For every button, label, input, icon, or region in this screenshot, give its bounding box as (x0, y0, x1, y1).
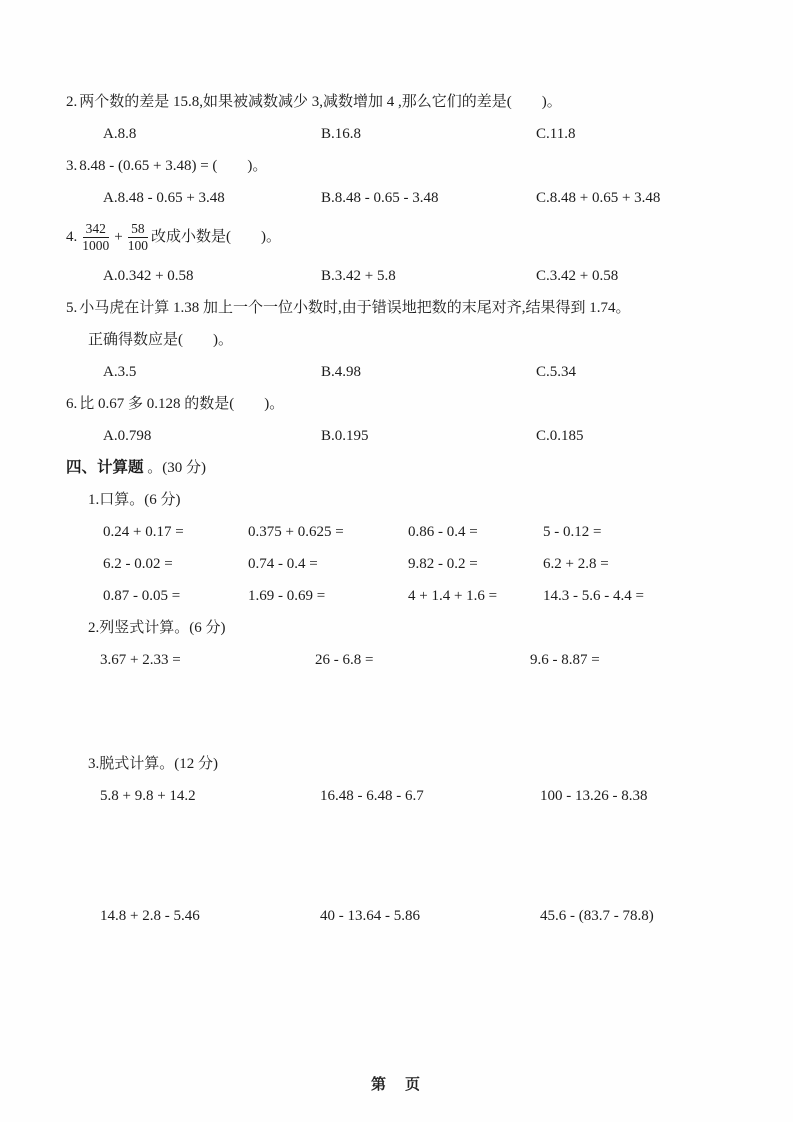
question-4-text: 改成小数是( )。 (150, 229, 281, 245)
question-3-text: 8.48 - (0.65 + 3.48) = ( )。 (79, 158, 268, 174)
stepwise-calc-row-2 (66, 900, 745, 932)
oral-item: 5 - 0.12 = (543, 524, 602, 540)
question-6 (66, 388, 745, 420)
oral-calc-title-text: 1.口算。(6 分) (88, 492, 181, 508)
question-4-option-b: B.3.42 + 5.8 (321, 268, 396, 284)
question-6-options (66, 420, 745, 452)
vertical-calc-title (66, 612, 745, 644)
question-6-option-c: C.0.185 (536, 428, 584, 444)
question-4-option-a: A.0.342 + 0.58 (103, 268, 194, 284)
question-5-text: 小马虎在计算 1.38 加上一个一位小数时,由于错误地把数的末尾对齐,结果得到 1.74。 (79, 300, 631, 316)
vertical-item: 9.6 - 8.87 = (530, 652, 600, 668)
oral-calc-row-2 (66, 548, 745, 580)
stepwise-calc-title-text: 3.脱式计算。(12 分) (88, 756, 218, 772)
question-5-options (66, 356, 745, 388)
question-2-option-c: C.11.8 (536, 126, 576, 142)
question-5-text-line2 (66, 324, 745, 356)
section-four-title (66, 452, 745, 484)
question-2-number: 2. (66, 94, 78, 110)
question-2-option-b: B.16.8 (321, 126, 362, 142)
question-2 (66, 86, 745, 118)
question-6-number: 6. (66, 396, 78, 412)
question-3-option-b: B.8.48 - 0.65 - 3.48 (321, 190, 439, 206)
question-2-option-a: A.8.8 (103, 126, 137, 142)
question-5-number: 5. (66, 300, 78, 316)
question-6-text: 比 0.67 多 0.128 的数是( )。 (79, 396, 285, 412)
vertical-item: 3.67 + 2.33 = (100, 652, 181, 668)
question-5-option-c: C.5.34 (536, 364, 577, 380)
working-space (66, 812, 745, 900)
plus-operator: + (114, 229, 123, 245)
stepwise-calc-row-1 (66, 780, 745, 812)
question-5-option-b: B.4.98 (321, 364, 362, 380)
working-space (66, 676, 745, 748)
oral-item: 0.87 - 0.05 = (103, 588, 181, 604)
oral-item: 0.375 + 0.625 = (248, 524, 344, 540)
question-4-options (66, 260, 745, 292)
fraction-342-1000 (82, 221, 109, 252)
question-2-text: 两个数的差是 15.8,如果被减数减少 3,减数增加 4 ,那么它们的差是( )。 (79, 94, 562, 110)
fraction-numerator: 342 (83, 221, 109, 237)
question-6-option-b: B.0.195 (321, 428, 369, 444)
oral-item: 0.74 - 0.4 = (248, 556, 318, 572)
oral-item: 0.86 - 0.4 = (408, 524, 478, 540)
question-4-number: 4. (66, 229, 78, 245)
question-5 (66, 292, 745, 324)
question-2-options (66, 118, 745, 150)
stepwise-calc-title (66, 748, 745, 780)
vertical-calc-row (66, 644, 745, 676)
stepwise-item: 5.8 + 9.8 + 14.2 (100, 788, 196, 804)
oral-calc-row-1 (66, 516, 745, 548)
stepwise-item: 100 - 13.26 - 8.38 (540, 788, 648, 804)
oral-item: 0.24 + 0.17 = (103, 524, 184, 540)
vertical-calc-title-text: 2.列竖式计算。(6 分) (88, 620, 226, 636)
oral-item: 6.2 + 2.8 = (543, 556, 609, 572)
question-3-option-c: C.8.48 + 0.65 + 3.48 (536, 190, 661, 206)
fraction-58-100 (128, 221, 148, 252)
oral-item: 4 + 1.4 + 1.6 = (408, 588, 498, 604)
oral-item: 14.3 - 5.6 - 4.4 = (543, 588, 644, 604)
page-footer (0, 1073, 793, 1094)
question-3-number: 3. (66, 158, 78, 174)
section-four-title-bold: 四、计算题 (66, 459, 144, 476)
oral-item: 6.2 - 0.02 = (103, 556, 173, 572)
page-footer-text: 第 页 (370, 1076, 422, 1093)
question-3 (66, 150, 745, 182)
stepwise-item: 16.48 - 6.48 - 6.7 (320, 788, 424, 804)
question-5-text2: 正确得数应是( )。 (88, 332, 233, 348)
oral-calc-title (66, 484, 745, 516)
question-4-option-c: C.3.42 + 0.58 (536, 268, 619, 284)
vertical-item: 26 - 6.8 = (315, 652, 374, 668)
stepwise-item: 14.8 + 2.8 - 5.46 (100, 908, 200, 924)
stepwise-item: 40 - 13.64 - 5.86 (320, 908, 420, 924)
oral-calc-row-3 (66, 580, 745, 612)
section-four-title-rest: 。(30 分) (143, 460, 207, 476)
paper-content (66, 86, 745, 932)
fraction-denominator: 100 (127, 237, 148, 253)
question-5-option-a: A.3.5 (103, 364, 137, 380)
question-6-option-a: A.0.798 (103, 428, 152, 444)
fraction-denominator: 1000 (82, 237, 110, 253)
question-4 (66, 214, 745, 260)
question-3-options (66, 182, 745, 214)
stepwise-item: 45.6 - (83.7 - 78.8) (540, 908, 654, 924)
question-3-option-a: A.8.48 - 0.65 + 3.48 (103, 190, 225, 206)
oral-item: 1.69 - 0.69 = (248, 588, 326, 604)
fraction-numerator: 58 (128, 221, 148, 237)
oral-item: 9.82 - 0.2 = (408, 556, 478, 572)
